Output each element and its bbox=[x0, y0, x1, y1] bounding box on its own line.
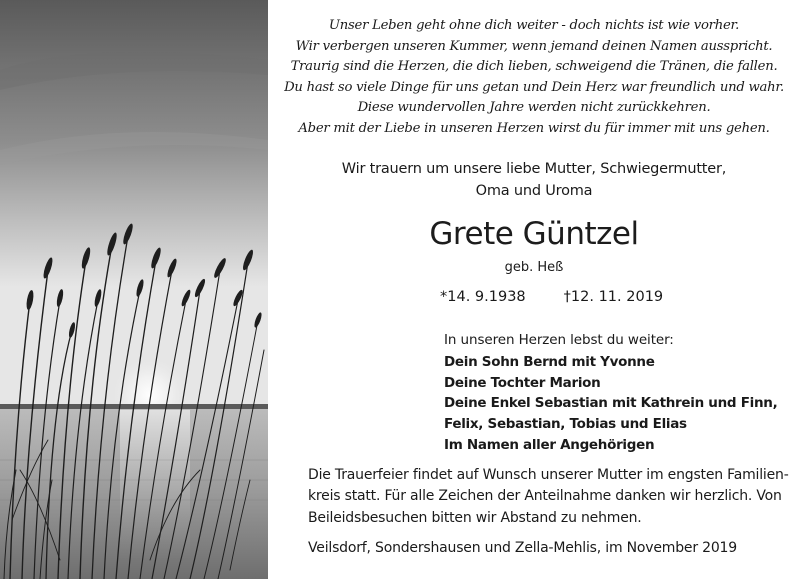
maiden-name: geb. Heß bbox=[504, 260, 564, 275]
poem-line: Aber mit der Liebe in unseren Herzen wirst du für immer mit uns gehen. bbox=[298, 120, 770, 136]
notice-line: kreis statt. Für alle Zeichen der Anteilnahme danken wir herzlich. Von bbox=[308, 488, 782, 505]
survivor-line: Felix, Sebastian, Tobias und Elias bbox=[444, 416, 687, 433]
life-dates bbox=[440, 286, 663, 308]
mourning-line: Oma und Uroma bbox=[475, 183, 593, 199]
survivor-line: Im Namen aller Angehörigen bbox=[444, 436, 655, 453]
survivors-list bbox=[444, 330, 777, 456]
survivor-line: Deine Tochter Marion bbox=[444, 374, 601, 391]
notice-line: Beileidsbesuchen bitten wir Abstand zu nehmen. bbox=[308, 509, 642, 526]
place-and-date: Veilsdorf, Sondershausen und Zella-Mehlis, im November 2019 bbox=[308, 540, 737, 556]
deceased-name: Grete Güntzel bbox=[429, 216, 639, 252]
funeral-notice bbox=[308, 465, 790, 529]
mourning-line: Wir trauern um unsere liebe Mutter, Schwiegermutter, bbox=[341, 161, 727, 177]
notice-line: Die Trauerfeier findet auf Wunsch unserer Mutter im engsten Familien- bbox=[308, 467, 789, 483]
memorial-poem bbox=[268, 16, 800, 139]
poem-line: Traurig sind die Herzen, die dich lieben, schweigend die Tränen, die fallen. bbox=[290, 59, 778, 74]
poem-line: Diese wundervollen Jahre werden nicht zurückkehren. bbox=[357, 100, 711, 115]
reeds-at-lake-sunset-icon bbox=[0, 0, 268, 579]
poem-line: Wir verbergen unseren Kummer, wenn jemand deinen Namen ausspricht. bbox=[295, 38, 773, 54]
mourning-statement bbox=[268, 158, 800, 202]
survivor-line: Dein Sohn Bernd mit Yvonne bbox=[444, 353, 655, 370]
survivor-line: Deine Enkel Sebastian mit Kathrein und Finn, bbox=[444, 395, 778, 412]
birth-date: *14. 9.1938 bbox=[440, 289, 526, 305]
poem-line: Unser Leben geht ohne dich weiter - doch nichts ist wie vorher. bbox=[328, 18, 740, 33]
survivors-intro: In unseren Herzen lebst du weiter: bbox=[444, 332, 674, 348]
poem-line: Du hast so viele Dinge für uns getan und Dein Herz war freundlich und wahr. bbox=[284, 79, 784, 95]
death-date: †12. 11. 2019 bbox=[563, 289, 664, 305]
memorial-photo bbox=[0, 0, 268, 579]
obituary-text bbox=[268, 0, 800, 579]
